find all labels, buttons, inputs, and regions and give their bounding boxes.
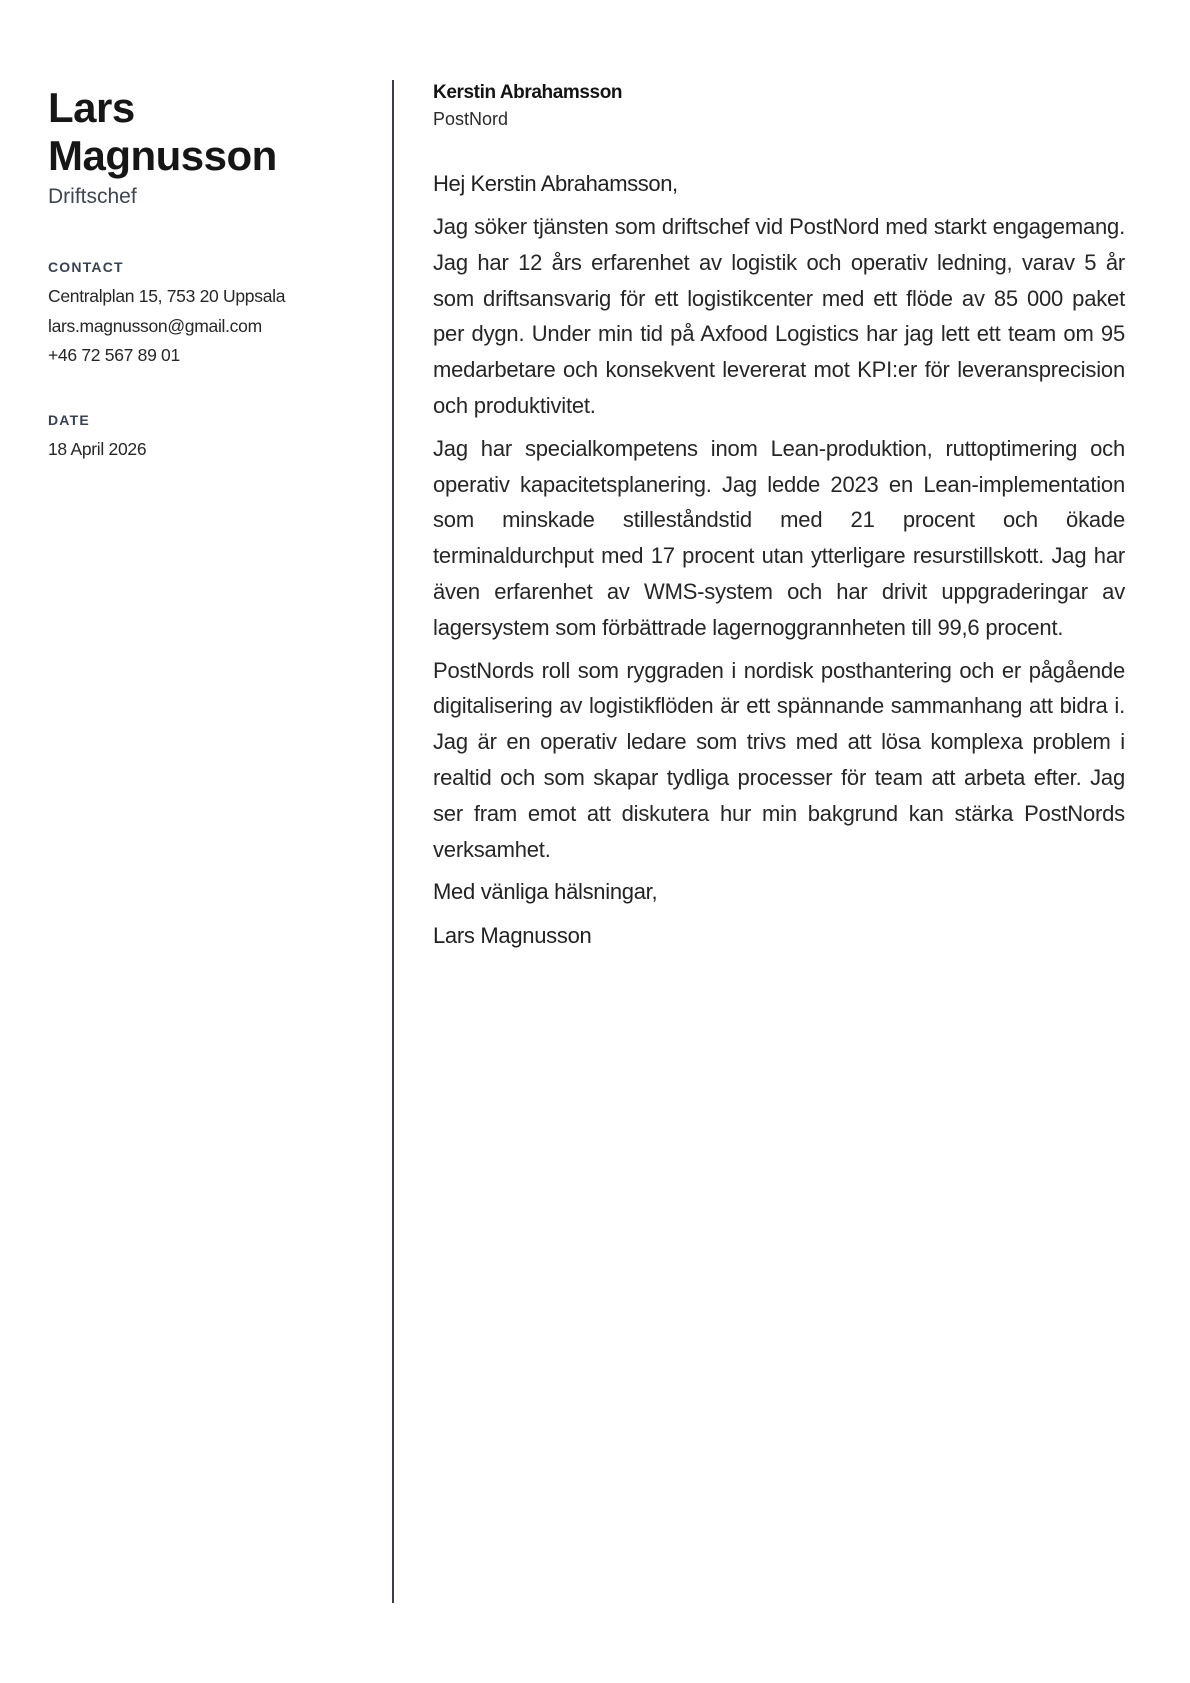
sender-name [48, 84, 368, 180]
letter-closing: Med vänliga hälsningar, [433, 879, 658, 905]
letter-signature: Lars Magnusson [433, 923, 592, 949]
letter-paragraph: Jag söker tjänsten som driftschef vid PostNord med starkt engagemang. Jag har 12 års erfarenhet av logistik och operativ ledning, varav 5 år som driftsansvarig för ett logistikcenter med ett flöde av 85 000 paket per dygn. Under min tid på Axfood Logistics har jag lett ett team om 95 medarbetare och konsekvent levererat mot KPI:er för leveransprecision och produktivitet. [433, 214, 1125, 418]
letter-body [433, 80, 1125, 954]
recipient-name: Kerstin Abrahamsson [433, 82, 623, 103]
vertical-divider [392, 80, 394, 1603]
sender-first-name: Lars [48, 84, 135, 131]
contact-label: CONTACT [48, 259, 124, 275]
date-label: DATE [48, 411, 90, 428]
contact-address: Centralplan 15, 753 20 Uppsala [48, 286, 286, 306]
sender-job-title: Driftschef [48, 185, 137, 208]
letter-greeting: Hej Kerstin Abrahamsson, [433, 171, 678, 196]
recipient-company: PostNord [433, 109, 509, 129]
date-section [48, 411, 368, 465]
letter-paragraph: PostNords roll som ryggraden i nordisk posthantering och er pågående digitalisering av logistikflöden är ett spännande sammanhang att bidra i. Jag är en operativ ledare som trivs med att lösa komplexa problem i realtid och som skapar tydliga processer för team att arbeta efter. Jag ser fram emot att diskutera hur min bakgrund kan stärka PostNords verksamhet. [433, 657, 1125, 862]
letter-paragraph: Jag har specialkompetens inom Lean-produktion, ruttoptimering och operativ kapacitetsplanering. Jag ledde 2023 en Lean-implementation som minskade stilleståndstid med 21 procent och ökade terminaldurchput med 17 procent utan ytterligare resurstillskott. Jag har även erfarenhet av WMS-system och har drivit uppgraderingar av lagersystem som förbättrade lagernoggrannheten till 99,6 procent. [433, 435, 1125, 640]
contact-phone: +46 72 567 89 01 [48, 345, 180, 365]
contact-section [48, 258, 368, 371]
contact-email: lars.magnusson@gmail.com [48, 315, 262, 336]
sender-last-name: Magnusson [48, 132, 277, 179]
date-value: 18 April 2026 [48, 438, 147, 459]
sender-sidebar [48, 84, 368, 464]
